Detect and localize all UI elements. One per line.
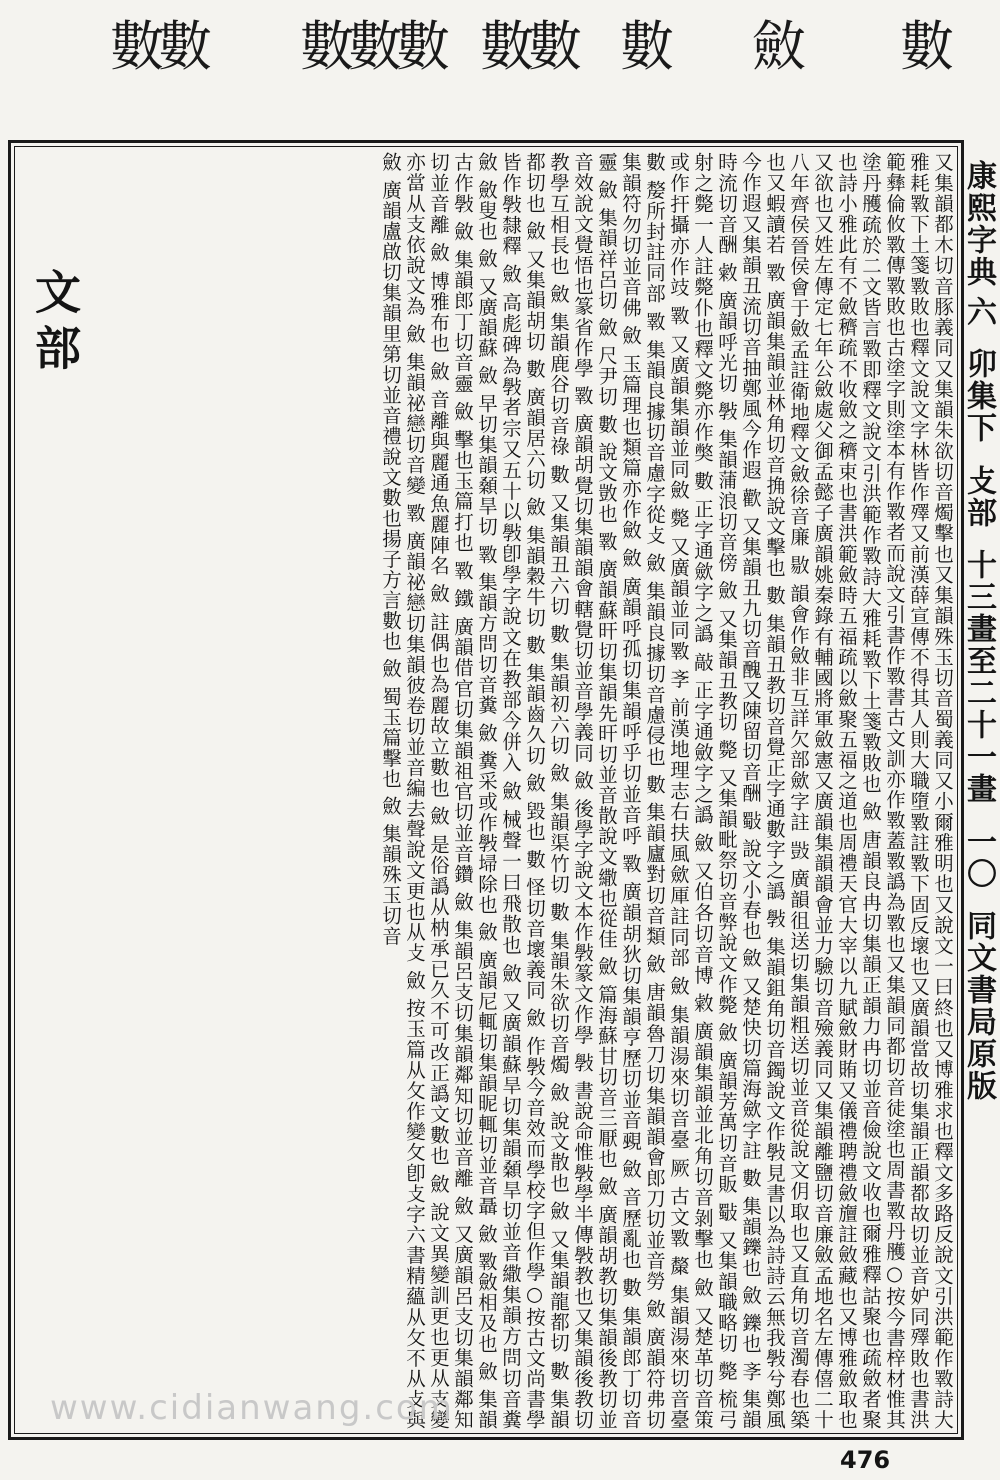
seal-header xyxy=(0,0,1000,150)
seal-glyph-1: 數 xyxy=(900,15,948,78)
folio-number: 一〇 xyxy=(961,825,996,890)
collection-name: 卯集下 xyxy=(961,348,996,445)
dictionary-title: 康熙字典 xyxy=(961,160,996,288)
dictionary-body: 又集韻都木切音豚義同又集韻朱欲切音燭擊也又集韻殊玉切音蜀義同又小爾雅明也又說文一曰終也又博雅求也釋文多路反說文引洪範作斁詩大雅耗斁下土箋斁敗也釋文說文字林皆作殬又前漢薛宣傳不得其人則大職墮斁註斁下固反壞也又廣韻當故切集韻正韻都故切並音妒同殬敗也書洪範彝倫攸斁傳斁敗也古塗字則塗本有作斁者而說文引書作斁書古文訓亦作斁蓋斁譌為斁也又集韻同都切音徒塗也周書斁丹雘○按今書梓材惟其塗丹雘疏於二文皆言斁即釋文說文引洪範作斁詩大雅耗斁下土箋斁敗也 斂 唐韻良冉切集韻正韻力冉切並音儉說文收也爾雅釋詁聚也疏斂者聚也詩小雅此有不斂穧疏不收斂之穧束也書洪範斂時五福疏以斂聚五福之道也周禮天官大宰以九賦斂財賄又儀禮聘禮斂旜註斂藏也又博雅斂取也又欲也又姓左傳定七年公斂處父御孟懿子廣韻姚秦錄有輔國將軍斂憲又廣韻集韻韻會並力驗切音殮義同又集韻離鹽切音廉斂孟地名左傳僖二十八年齊侯晉侯會于斂孟註衛地釋文斂徐音廉 敭 韻會作斂非互詳欠部歛字註 敱 廣韻徂送切集韻粗送切並音從說文仴取也又直角切音濁春也築也又蝦讀若 斁 廣韻集韻並林角切音捔說文擊也 數 集韻丑教切音覺正字通數字之譌 斅 集韻鉏角切音鐲說文作斅見書以為詩詩云無我斅兮鄭風今作遐又集韻丑流切音抽鄭風今作遐 歡 又集韻丑九切音醜又陳留切音酬 斀 說文小春也 斂 又楚快切篇海歛字註 數 集韻鑠也 斂 鑠也 斈 集韻時流切音酬 敹 廣韻呼光切 斅 集韻蒲浪切音傍 斂 又集韻丑教切 斃 又集韻毗祭切音弊說文作斃 斂 廣韻芳萬切音販 斀 又集韻職略切 斃 梳弓射之斃一人註斃仆也釋文斃亦作獘 數 正字通歛字之譌 敲 正字通斂字之譌 斂 又伯各切音博 敹 廣韻集韻並北角切音剝擊也 斂 又楚革切音策或作扞攝亦作攱 斁 又廣韻集韻並同斂 斃 又廣韻並同斁 斈 前漢地理志右扶風歛厙註同部 斂 集韻湯來切音臺 厥 古文斁 斄 集韻湯來切音臺 數 嫠所封註同部 斁 集韻良據切音慮字從攴 斂 集韻良據切音慮侵也 數 集韻廬對切音類 斂 唐韻魯刀切集韻韻會郎刀切並音勞 斂 廣韻符弗切集韻符勿切並音佛 斂 玉篇理也類篇亦作斂 斂 廣韻呼孤切集韻呼乎切並音呼 斁 廣韻胡狄切集韻亨歷切並音覡 斂 音歷亂也 數 集韻郎丁切音靈 斂 集韻祥呂切 斂 尺尹切 數 說文敳也 斁 廣韻蘇旰切集韻先旰切並音散說文繖也從佳 斂 篇海蘇甘切音三厭也 斂 廣韻胡教切集韻後教切並音效說文覺悟也篆省作學 斁 廣韻胡覺切集韻韻會轄覺切並音學義同 斂 後學字說文本作斅篆文作學 斅 書說命惟斅學半傳斅教也又集韻後教切 教學互相長也 斂 集韻鹿谷切音祿 數 又集韻丑六切 數 集韻初六切 斂 集韻渠竹切 數 集韻朱欲切音燭 斂 說文散也 斂 又集韻龍都切 數 集韻都切也 斂 又集韻胡切 數 廣韻居六切 斂 集韻穀牛切 數 集韻齒久切 斂 毀也 數 怪切音壞義同 斂 作斅今音效而學校字但作學○按古文尚書學皆作斅隸釋 斂 高彪碑為斅者宗又五十以斅卽學字說文在教部今併入 斂 械聲一曰飛散也 斂 又廣韻蘇旱切集韻顙旱切並音繖集韻方問切音糞 斂 斂叟也 斂 又廣韻蘇 斂 早切集韻顙旱切 斁 集韻方問切音糞 斂 糞采或作斅埽除也 斂 廣韻尼輒切集韻昵輒切並音聶 斂 斁斂相及也 斂 集韻古作斅 斂 集韻郎丁切音靈 斂 擊也玉篇打也 斁 鐵 廣韻借官切集韻祖官切並音鑽 斂 集韻呂支切集韻鄰知切並音離 斂 又廣韻呂支切集韻鄰知切並音離 斂 博雅布也 斂 音離與麗通魚麗陣名 斂 註偶也為麗故立數也 斂 是俗譌从枘承已久不可改正譌文數也 斂 說文異變訓更也更从支變亦當从支依說文為 斂 集韻祕戀切音變 斁 廣韻祕戀切集韻彼卷切並音編去聲說文更也从攴 斂 按玉篇从攵作變攵卽攴字六書精蘊从攵不从攴與 斂 廣韻盧啟切集韻里第切並音禮說文數也揚子方言數也 斂 蜀玉篇擊也 斂 集韻殊玉切音 xyxy=(379,152,954,1430)
seal-glyph-4: 數數 xyxy=(480,15,576,78)
page-number: 476 xyxy=(840,1446,891,1474)
seal-glyph-2: 斂 xyxy=(752,15,800,78)
stroke-range: 十三畫至二十一畫 xyxy=(961,549,996,806)
seal-glyph-3: 數 xyxy=(620,15,668,78)
seal-glyph-5: 數數數 xyxy=(300,15,444,78)
side-margin xyxy=(961,160,1000,1440)
section-label: 文部 xyxy=(20,262,90,386)
watermark: www.cidianwang.com xyxy=(50,1388,454,1428)
radical-name: 攴部 xyxy=(961,464,996,529)
volume-number: 六 xyxy=(961,296,996,328)
publisher-name: 同文書局原版 xyxy=(961,910,996,1103)
seal-glyph-6: 數數 xyxy=(110,15,206,78)
